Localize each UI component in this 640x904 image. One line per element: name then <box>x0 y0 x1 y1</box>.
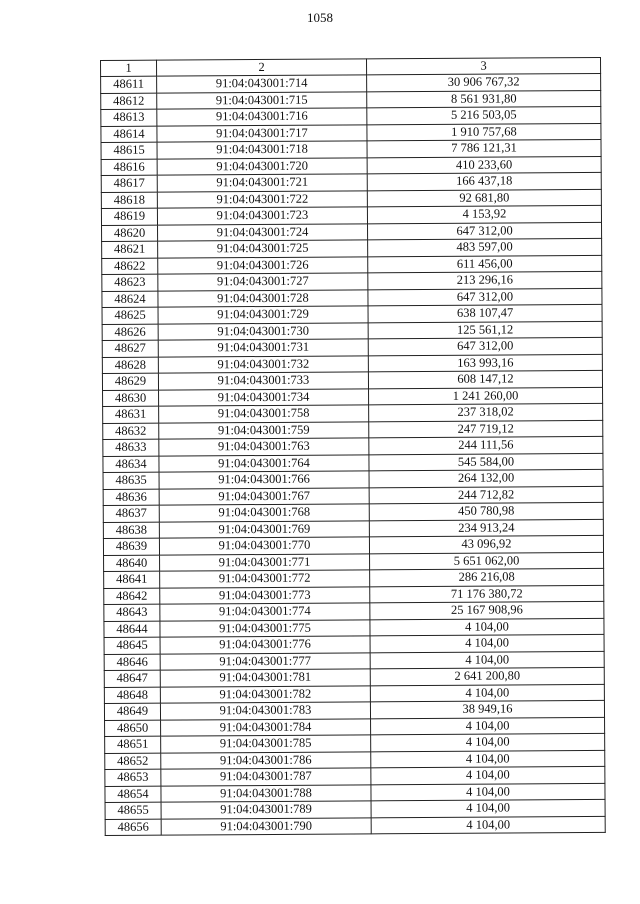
row-number-cell: 48644 <box>104 621 160 638</box>
value-cell: 647 312,00 <box>368 337 602 355</box>
row-number-cell: 48619 <box>101 208 157 225</box>
value-cell: 611 456,00 <box>368 255 602 273</box>
value-cell: 4 104,00 <box>371 816 605 834</box>
value-cell: 4 104,00 <box>370 618 604 636</box>
value-cell: 125 561,12 <box>368 321 602 339</box>
cadastral-number-cell: 91:04:043001:717 <box>157 124 367 142</box>
value-cell: 237 318,02 <box>369 403 603 421</box>
row-number-cell: 48623 <box>102 274 158 291</box>
cadastral-number-cell: 91:04:043001:781 <box>160 669 370 687</box>
row-number-cell: 48615 <box>101 142 157 159</box>
value-cell: 483 597,00 <box>368 238 602 256</box>
value-cell: 4 104,00 <box>370 634 604 652</box>
row-number-cell: 48646 <box>104 654 160 671</box>
row-number-cell: 48637 <box>103 505 159 522</box>
row-number-cell: 48626 <box>102 324 158 341</box>
value-cell: 247 719,12 <box>369 420 603 438</box>
cadastral-number-cell: 91:04:043001:759 <box>159 421 369 439</box>
value-cell: 4 104,00 <box>371 783 605 801</box>
row-number-cell: 48651 <box>105 736 161 753</box>
value-cell: 4 153,92 <box>367 205 601 223</box>
cadastral-number-cell: 91:04:043001:772 <box>160 570 370 588</box>
value-cell: 4 104,00 <box>371 799 605 817</box>
value-cell: 4 104,00 <box>371 733 605 751</box>
value-cell: 638 107,47 <box>368 304 602 322</box>
value-cell: 244 111,56 <box>369 436 603 454</box>
cadastral-number-cell: 91:04:043001:787 <box>161 768 371 786</box>
cadastral-number-cell: 91:04:043001:725 <box>158 240 368 258</box>
value-cell: 30 906 767,32 <box>367 73 601 91</box>
value-cell: 25 167 908,96 <box>370 601 604 619</box>
cadastral-number-cell: 91:04:043001:773 <box>160 586 370 604</box>
row-number-cell: 48616 <box>101 159 157 176</box>
cadastral-number-cell: 91:04:043001:718 <box>157 141 367 159</box>
row-number-cell: 48640 <box>104 555 160 572</box>
cadastral-number-cell: 91:04:043001:734 <box>159 388 369 406</box>
cadastral-number-cell: 91:04:043001:775 <box>160 619 370 637</box>
cadastral-number-cell: 91:04:043001:728 <box>158 289 368 307</box>
value-cell: 286 216,08 <box>370 568 604 586</box>
value-cell: 38 949,16 <box>370 700 604 718</box>
cadastral-number-cell: 91:04:043001:714 <box>157 75 367 93</box>
column-header-3: 3 <box>366 57 600 74</box>
row-number-cell: 48611 <box>101 76 157 93</box>
row-number-cell: 48655 <box>105 802 161 819</box>
row-number-cell: 48654 <box>105 786 161 803</box>
row-number-cell: 48633 <box>103 439 159 456</box>
value-cell: 234 913,24 <box>369 519 603 537</box>
value-cell: 1 910 757,68 <box>367 123 601 141</box>
cadastral-number-cell: 91:04:043001:732 <box>158 355 368 373</box>
value-cell: 1 241 260,00 <box>369 387 603 405</box>
cadastral-number-cell: 91:04:043001:766 <box>159 471 369 489</box>
cadastral-number-cell: 91:04:043001:720 <box>157 157 367 175</box>
cadastral-number-cell: 91:04:043001:767 <box>159 487 369 505</box>
row-number-cell: 48622 <box>102 258 158 275</box>
row-number-cell: 48648 <box>104 687 160 704</box>
row-number-cell: 48630 <box>103 390 159 407</box>
cadastral-number-cell: 91:04:043001:729 <box>158 306 368 324</box>
cadastral-number-cell: 91:04:043001:771 <box>160 553 370 571</box>
cadastral-number-cell: 91:04:043001:726 <box>158 256 368 274</box>
row-number-cell: 48614 <box>101 126 157 143</box>
cadastral-number-cell: 91:04:043001:777 <box>160 652 370 670</box>
cadastral-number-cell: 91:04:043001:774 <box>160 603 370 621</box>
cadastral-number-cell: 91:04:043001:768 <box>159 504 369 522</box>
row-number-cell: 48653 <box>105 769 161 786</box>
row-number-cell: 48618 <box>101 192 157 209</box>
cadastral-number-cell: 91:04:043001:758 <box>159 405 369 423</box>
value-cell: 264 132,00 <box>369 469 603 487</box>
value-cell: 4 104,00 <box>370 651 604 669</box>
row-number-cell: 48627 <box>102 340 158 357</box>
cadastral-number-cell: 91:04:043001:731 <box>158 339 368 357</box>
value-cell: 4 104,00 <box>370 684 604 702</box>
row-number-cell: 48649 <box>104 703 160 720</box>
cadastral-number-cell: 91:04:043001:722 <box>157 190 367 208</box>
cadastral-number-cell: 91:04:043001:764 <box>159 454 369 472</box>
value-cell: 244 712,82 <box>369 486 603 504</box>
cadastral-number-cell: 91:04:043001:723 <box>157 207 367 225</box>
row-number-cell: 48621 <box>102 241 158 258</box>
value-cell: 4 104,00 <box>371 766 605 784</box>
value-cell: 608 147,12 <box>368 370 602 388</box>
value-cell: 5 651 062,00 <box>370 552 604 570</box>
row-number-cell: 48635 <box>103 472 159 489</box>
cadastral-number-cell: 91:04:043001:769 <box>159 520 369 538</box>
row-number-cell: 48636 <box>103 489 159 506</box>
page-number: 1058 <box>307 10 333 25</box>
cadastral-number-cell: 91:04:043001:789 <box>161 801 371 819</box>
value-cell: 4 104,00 <box>371 717 605 735</box>
row-number-cell: 48641 <box>104 571 160 588</box>
value-cell: 545 584,00 <box>369 453 603 471</box>
value-cell: 647 312,00 <box>368 222 602 240</box>
cadastral-number-cell: 91:04:043001:788 <box>161 784 371 802</box>
value-cell: 7 786 121,31 <box>367 139 601 157</box>
value-cell: 213 296,16 <box>368 271 602 289</box>
value-cell: 4 104,00 <box>371 750 605 768</box>
row-number-cell: 48647 <box>104 670 160 687</box>
cadastral-number-cell: 91:04:043001:782 <box>160 685 370 703</box>
cadastral-number-cell: 91:04:043001:763 <box>159 438 369 456</box>
cadastral-number-cell: 91:04:043001:716 <box>157 108 367 126</box>
row-number-cell: 48656 <box>105 819 161 836</box>
row-number-cell: 48624 <box>102 291 158 308</box>
cadastral-number-cell: 91:04:043001:786 <box>161 751 371 769</box>
row-number-cell: 48631 <box>103 406 159 423</box>
row-number-cell: 48642 <box>104 588 160 605</box>
value-cell: 5 216 503,05 <box>367 106 601 124</box>
cadastral-number-cell: 91:04:043001:770 <box>159 537 369 555</box>
value-cell: 163 993,16 <box>368 354 602 372</box>
table-body <box>101 73 606 835</box>
row-number-cell: 48620 <box>102 225 158 242</box>
cadastral-number-cell: 91:04:043001:724 <box>158 223 368 241</box>
cadastral-number-cell: 91:04:043001:721 <box>157 174 367 192</box>
row-number-cell: 48613 <box>101 109 157 126</box>
column-header-1: 1 <box>101 60 157 76</box>
row-number-cell: 48645 <box>104 637 160 654</box>
row-number-cell: 48612 <box>101 93 157 110</box>
cadastral-number-cell: 91:04:043001:730 <box>158 322 368 340</box>
row-number-cell: 48652 <box>105 753 161 770</box>
cadastral-number-cell: 91:04:043001:784 <box>161 718 371 736</box>
row-number-cell: 48617 <box>101 175 157 192</box>
value-cell: 647 312,00 <box>368 288 602 306</box>
cadastral-number-cell: 91:04:043001:776 <box>160 636 370 654</box>
value-cell: 410 233,60 <box>367 156 601 174</box>
cadastral-number-cell: 91:04:043001:785 <box>161 735 371 753</box>
row-number-cell: 48628 <box>102 357 158 374</box>
row-number-cell: 48638 <box>103 522 159 539</box>
value-cell: 8 561 931,80 <box>367 90 601 108</box>
cadastral-number-cell: 91:04:043001:790 <box>161 817 371 835</box>
value-cell: 71 176 380,72 <box>370 585 604 603</box>
row-number-cell: 48625 <box>102 307 158 324</box>
row-number-cell: 48629 <box>102 373 158 390</box>
value-cell: 166 437,18 <box>367 172 601 190</box>
value-cell: 2 641 200,80 <box>370 667 604 685</box>
cadastral-number-cell: 91:04:043001:733 <box>158 372 368 390</box>
row-number-cell: 48634 <box>103 456 159 473</box>
column-header-2: 2 <box>157 59 367 76</box>
row-number-cell: 48639 <box>103 538 159 555</box>
row-number-cell: 48643 <box>104 604 160 621</box>
cadastral-number-cell: 91:04:043001:727 <box>158 273 368 291</box>
cadastral-number-cell: 91:04:043001:783 <box>160 702 370 720</box>
value-cell: 92 681,80 <box>367 189 601 207</box>
cadastral-number-cell: 91:04:043001:715 <box>157 91 367 109</box>
registry-table <box>100 57 606 836</box>
row-number-cell: 48650 <box>105 720 161 737</box>
table-row <box>105 816 605 836</box>
value-cell: 450 780,98 <box>369 502 603 520</box>
value-cell: 43 096,92 <box>369 535 603 553</box>
row-number-cell: 48632 <box>103 423 159 440</box>
